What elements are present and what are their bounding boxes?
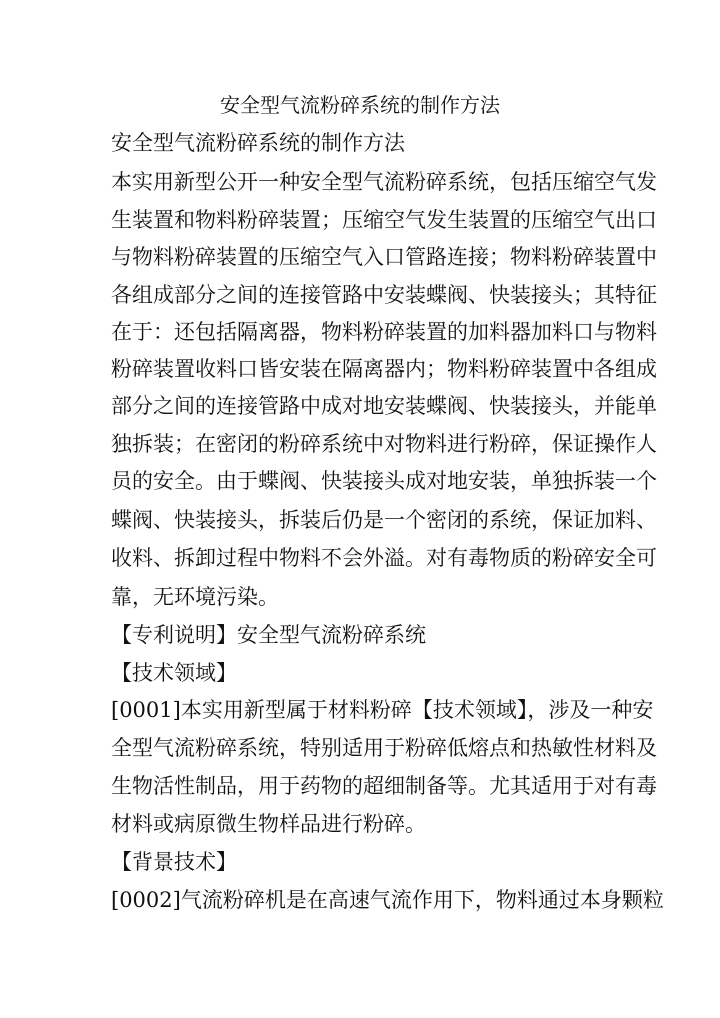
text-line: 粉碎装置收料口皆安装在隔离器内；物料粉碎装置中各组成 <box>111 357 657 381</box>
text-line: 在于：还包括隔离器，物料粉碎装置的加料器加料口与物料 <box>111 320 657 344</box>
text-line: 与物料粉碎装置的压缩空气入口管路连接；物料粉碎装置中 <box>111 245 657 269</box>
text-line: 收料、拆卸过程中物料不会外溢。对有毒物质的粉碎安全可 <box>111 546 657 570</box>
text-line: 材料或病原微生物样品进行粉碎。 <box>111 812 426 836</box>
text-line: 各组成部分之间的连接管路中安装蝶阀、快装接头；其特征 <box>111 283 657 307</box>
text-line: 全型气流粉碎系统，特别适用于粉碎低熔点和热敏性材料及 <box>111 736 657 760</box>
section-heading: 【技术领域】 <box>111 661 237 685</box>
text-line: 生物活性制品，用于药物的超细制备等。尤其适用于对有毒 <box>111 774 657 798</box>
section-heading: 【专利说明】安全型气流粉碎系统 <box>111 623 426 647</box>
text-line: 部分之间的连接管路中成对地安装蝶阀、快装接头，并能单 <box>111 394 657 418</box>
text-line: 靠，无环境污染。 <box>111 585 279 609</box>
text-line: 生装置和物料粉碎装置；压缩空气发生装置的压缩空气出口 <box>111 208 657 232</box>
text-line: [0002]气流粉碎机是在高速气流作用下，物料通过本身颗粒 <box>111 888 664 912</box>
text-line: [0001]本实用新型属于材料粉碎【技术领域】，涉及一种安 <box>111 698 654 722</box>
text-line: 员的安全。由于蝶阀、快装接头成对地安装，单独拆装一个 <box>111 469 657 493</box>
text-line: 安全型气流粉碎系统的制作方法 <box>111 131 405 155</box>
document-title: 安全型气流粉碎系统的制作方法 <box>220 93 500 117</box>
text-line: 独拆装；在密闭的粉碎系统中对物料进行粉碎，保证操作人 <box>111 432 657 456</box>
text-line: 蝶阀、快装接头，拆装后仍是一个密闭的系统，保证加料、 <box>111 508 657 532</box>
section-heading: 【背景技术】 <box>111 850 237 874</box>
text-line: 本实用新型公开一种安全型气流粉碎系统，包括压缩空气发 <box>111 170 657 194</box>
